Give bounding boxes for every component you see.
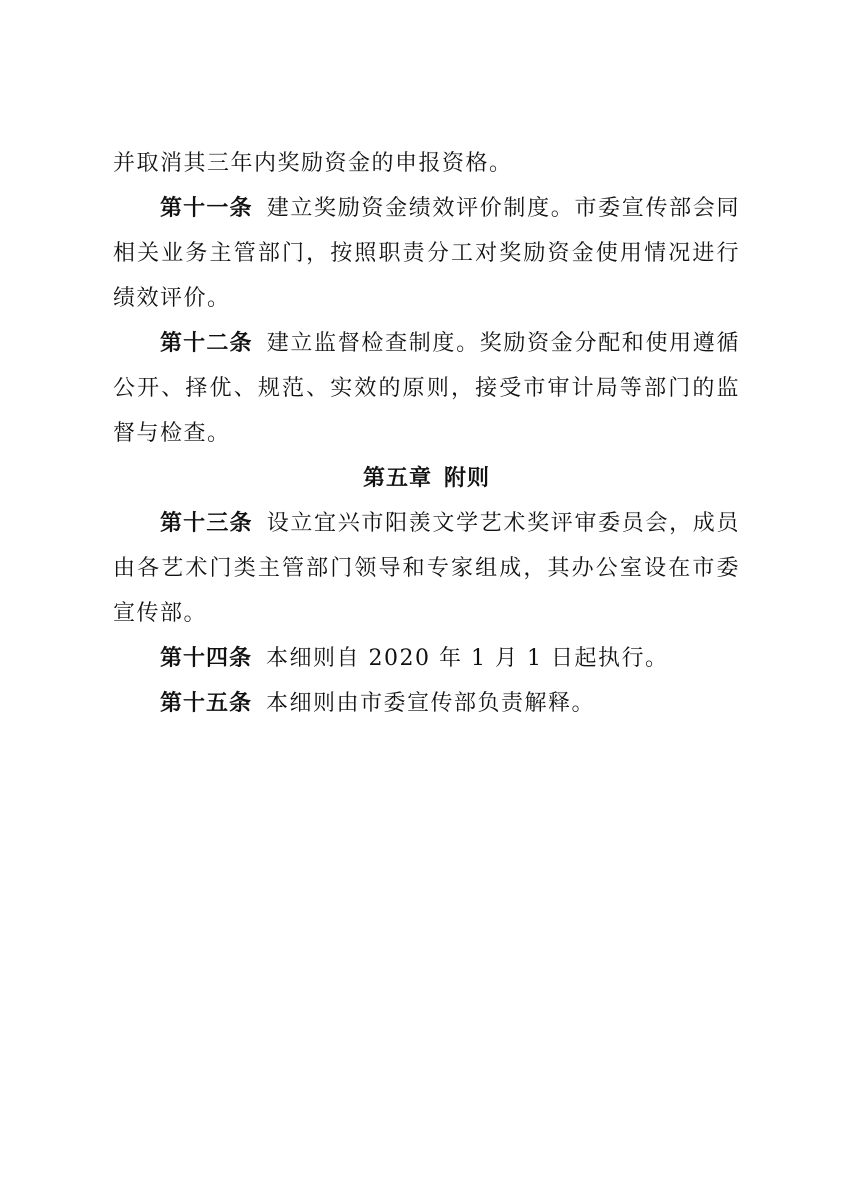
article-text: 本细则自 2020 年 1 月 1 日起执行。 <box>266 646 669 671</box>
article-14 <box>113 636 740 681</box>
article-number: 第十二条 <box>160 331 253 356</box>
article-number: 第十五条 <box>160 691 253 716</box>
chapter-number: 第五章 <box>362 466 432 491</box>
article-number: 第十四条 <box>160 646 253 671</box>
article-15 <box>113 681 740 726</box>
article-number: 第十一条 <box>160 196 253 221</box>
article-12 <box>113 321 740 456</box>
article-number: 第十三条 <box>160 511 253 536</box>
article-text: 设立宜兴市阳羡文学艺术奖评审委员会，成员由各艺术门类主管部门领导和专家组成，其办公室设在市委宣传部。 <box>113 511 740 626</box>
continuation-paragraph: 并取消其三年内奖励资金的申报资格。 <box>113 151 513 176</box>
article-11 <box>113 186 740 321</box>
article-13 <box>113 501 740 636</box>
article-text: 本细则由市委宣传部负责解释。 <box>266 691 596 716</box>
chapter-title: 附则 <box>444 466 491 491</box>
article-text: 建立奖励资金绩效评价制度。市委宣传部会同相关业务主管部门，按照职责分工对奖励资金使用情况进行绩效评价。 <box>113 196 740 311</box>
document-body <box>113 141 740 726</box>
article-text: 建立监督检查制度。奖励资金分配和使用遵循公开、择优、规范、实效的原则，接受市审计局等部门的监督与检查。 <box>113 331 740 446</box>
chapter-heading <box>113 456 740 501</box>
